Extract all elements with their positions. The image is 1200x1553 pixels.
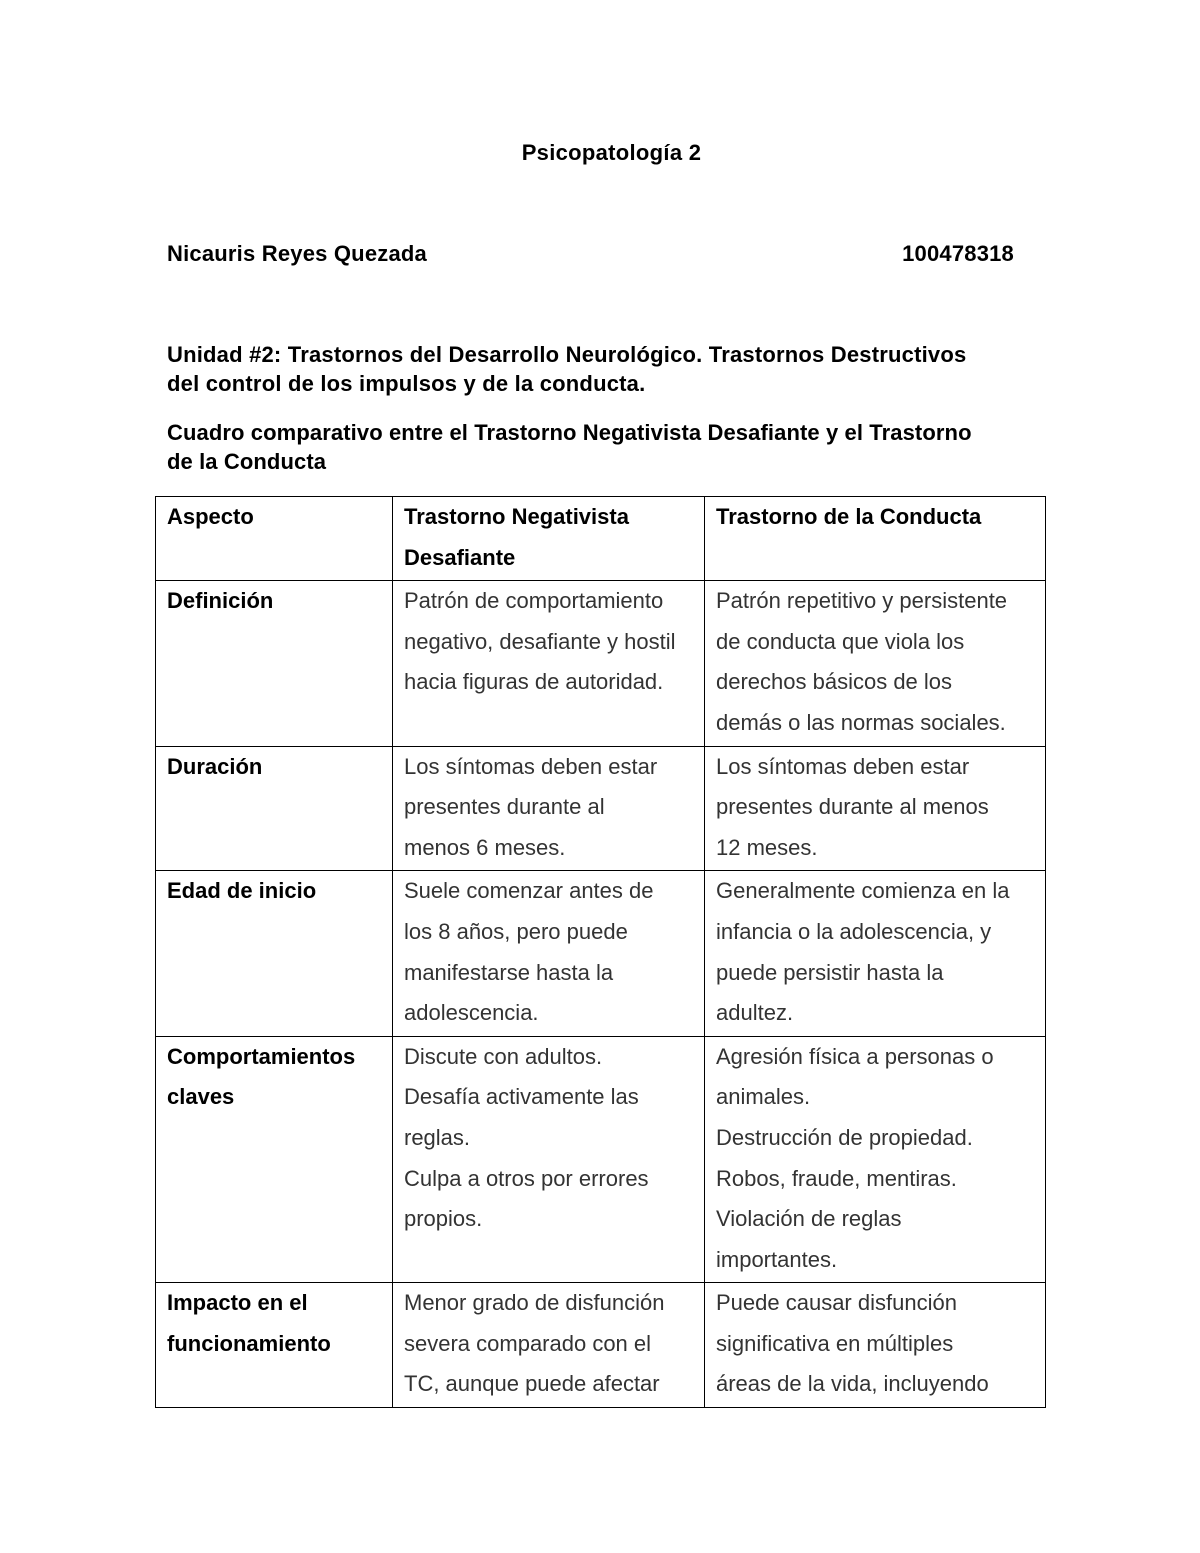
row-tc-cell bbox=[705, 871, 1046, 1036]
table-row bbox=[156, 1036, 1046, 1283]
row-tnd-cell bbox=[393, 1036, 705, 1283]
row-tnd-cell-line: Discute con adultos. bbox=[404, 1043, 603, 1069]
row-aspect-cell-line: Edad de inicio bbox=[167, 878, 317, 904]
row-tc-cell-line: Patrón repetitivo y persistente bbox=[716, 588, 1008, 614]
row-tc-cell-line: Los síntomas deben estar bbox=[716, 753, 970, 779]
row-tc-cell-line: Robos, fraude, mentiras. bbox=[716, 1165, 957, 1191]
row-tc-cell-line: infancia o la adolescencia, y bbox=[716, 918, 992, 944]
row-tnd-cell-line: Suele comenzar antes de bbox=[404, 878, 654, 904]
table-row bbox=[156, 871, 1046, 1036]
row-tnd-cell-line: reglas. bbox=[404, 1124, 471, 1150]
row-tc-cell-line: importantes. bbox=[716, 1246, 838, 1272]
row-tnd-cell-line: manifestarse hasta la bbox=[404, 959, 614, 985]
row-tnd-cell-line: menos 6 meses. bbox=[404, 834, 566, 860]
table-body bbox=[156, 581, 1046, 1408]
table-row bbox=[156, 1283, 1046, 1408]
table-caption-line: de la Conducta bbox=[167, 448, 327, 474]
row-tc-cell-line: 12 meses. bbox=[716, 834, 818, 860]
row-tc-cell bbox=[705, 746, 1046, 871]
unit-heading-line: del control de los impulsos y de la conducta. bbox=[167, 370, 646, 396]
row-tnd-cell-line: Culpa a otros por errores bbox=[404, 1165, 649, 1191]
row-aspect-cell bbox=[156, 746, 393, 871]
row-tnd-cell-line: propios. bbox=[404, 1206, 483, 1232]
row-tc-cell-line: áreas de la vida, incluyendo bbox=[716, 1371, 989, 1397]
table-row bbox=[156, 746, 1046, 871]
header-tc bbox=[705, 497, 1046, 581]
row-tc-cell-line: Agresión física a personas o bbox=[716, 1043, 994, 1069]
row-tc-cell-line: puede persistir hasta la bbox=[716, 959, 944, 985]
row-tnd-cell bbox=[393, 746, 705, 871]
document-title: Psicopatología 2 bbox=[521, 140, 702, 165]
row-tc-cell-line: de conducta que viola los bbox=[716, 628, 965, 654]
header-tc-label: Trastorno de la Conducta bbox=[716, 504, 982, 529]
row-tnd-cell-line: Patrón de comportamiento bbox=[404, 588, 664, 614]
row-tnd-cell-line: presentes durante al bbox=[404, 794, 605, 820]
row-tc-cell-line: significativa en múltiples bbox=[716, 1330, 954, 1356]
row-tc-cell bbox=[705, 581, 1046, 746]
row-tnd-cell-line: TC, aunque puede afectar bbox=[404, 1371, 660, 1397]
row-aspect-cell bbox=[156, 581, 393, 746]
table-caption-line: Cuadro comparativo entre el Trastorno Negativista Desafiante y el Trastorno bbox=[167, 420, 972, 445]
row-tnd-cell-line: negativo, desafiante y hostil bbox=[404, 628, 676, 654]
row-tc-cell-line: Puede causar disfunción bbox=[716, 1290, 957, 1316]
row-tc-cell-line: derechos básicos de los bbox=[716, 669, 953, 695]
row-aspect-cell bbox=[156, 871, 393, 1036]
row-tnd-cell-line: hacia figuras de autoridad. bbox=[404, 669, 664, 695]
row-tnd-cell bbox=[393, 581, 705, 746]
row-tc-cell-line: presentes durante al menos bbox=[716, 794, 989, 820]
row-tnd-cell-line: adolescencia. bbox=[404, 1000, 539, 1026]
row-tnd-cell bbox=[393, 871, 705, 1036]
row-tnd-cell-line: los 8 años, pero puede bbox=[404, 918, 628, 944]
table-row bbox=[156, 581, 1046, 746]
student-id: 100478318 bbox=[902, 241, 1014, 266]
author-row bbox=[167, 241, 1014, 267]
header-aspect-label: Aspecto bbox=[167, 504, 254, 529]
row-aspect-cell-line: Comportamientos bbox=[167, 1043, 356, 1069]
row-tnd-cell-line: Desafía activamente las bbox=[404, 1084, 639, 1110]
row-tc-cell-line: animales. bbox=[716, 1084, 811, 1110]
row-aspect-cell-line: Definición bbox=[167, 588, 274, 614]
author-name: Nicauris Reyes Quezada bbox=[167, 241, 427, 266]
comparison-table bbox=[155, 496, 1046, 1408]
row-tnd-cell-line: Los síntomas deben estar bbox=[404, 753, 658, 779]
table-caption bbox=[167, 419, 1047, 476]
row-tc-cell-line: adultez. bbox=[716, 1000, 794, 1026]
row-aspect-cell-line: funcionamiento bbox=[167, 1330, 331, 1356]
header-tnd-label: Trastorno Negativista bbox=[404, 504, 629, 529]
header-tnd bbox=[393, 497, 705, 581]
row-tc-cell-line: Generalmente comienza en la bbox=[716, 878, 1010, 904]
row-aspect-cell bbox=[156, 1036, 393, 1283]
row-aspect-cell bbox=[156, 1283, 393, 1408]
row-aspect-cell-line: Duración bbox=[167, 753, 263, 779]
header-aspect bbox=[156, 497, 393, 581]
unit-heading-line: Unidad #2: Trastornos del Desarrollo Neurológico. Trastornos Destructivos bbox=[167, 342, 967, 367]
row-tc-cell-line: demás o las normas sociales. bbox=[716, 709, 1006, 735]
row-tnd-cell bbox=[393, 1283, 705, 1408]
row-tc-cell-line: Violación de reglas bbox=[716, 1206, 902, 1232]
row-tnd-cell-line: Menor grado de disfunción bbox=[404, 1290, 665, 1316]
row-tc-cell bbox=[705, 1283, 1046, 1408]
row-tc-cell-line: Destrucción de propiedad. bbox=[716, 1124, 973, 1150]
unit-heading bbox=[167, 341, 1047, 398]
row-tnd-cell-line: severa comparado con el bbox=[404, 1330, 652, 1356]
row-aspect-cell-line: claves bbox=[167, 1084, 235, 1110]
row-aspect-cell-line: Impacto en el bbox=[167, 1290, 308, 1316]
row-tc-cell bbox=[705, 1036, 1046, 1283]
table-header-row bbox=[156, 497, 1046, 581]
header-tnd-label: Desafiante bbox=[404, 544, 516, 570]
